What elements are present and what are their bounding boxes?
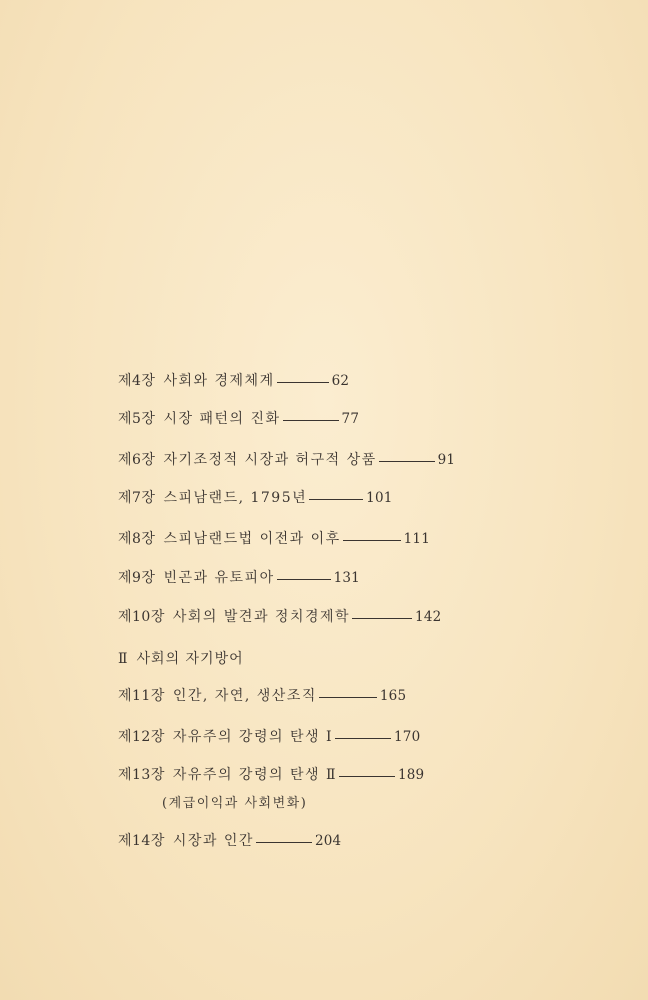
page-number: 111 — [403, 531, 431, 547]
page-number: 165 — [379, 688, 407, 704]
chapter-subtitle: (계급이익과 사회변화) — [162, 796, 308, 811]
chapter-title: 사회의 발견과 정치경제학 — [172, 609, 351, 625]
dot-leader — [352, 618, 412, 619]
page-number: 170 — [393, 729, 421, 745]
toc-entry-ch10 — [118, 608, 441, 626]
chapter-number: 제5장 — [118, 411, 156, 427]
toc-entry-ch12 — [118, 728, 420, 746]
chapter-number: 제6장 — [118, 452, 156, 468]
chapter-number: 제11장 — [118, 688, 165, 704]
page-number: 62 — [331, 373, 350, 389]
chapter-number: 제14장 — [118, 833, 165, 849]
dot-leader — [309, 499, 363, 500]
toc-entry-ch6 — [118, 451, 455, 469]
part-number: Ⅱ — [118, 651, 129, 667]
page-number: 204 — [314, 833, 342, 849]
page-number: 142 — [415, 609, 442, 625]
chapter-number: 제12장 — [118, 729, 165, 745]
chapter-number: 제8장 — [118, 531, 156, 547]
dot-leader — [319, 697, 377, 698]
toc-entry-ch7 — [118, 489, 393, 507]
chapter-title: 시장과 인간 — [172, 833, 254, 849]
page-number: 131 — [333, 570, 360, 586]
toc-entry-ch5 — [118, 410, 359, 428]
dot-leader — [379, 461, 435, 462]
dot-leader — [335, 738, 391, 739]
toc-entry-ch14 — [118, 832, 341, 850]
part-title: 사회의 자기방어 — [136, 651, 244, 667]
dot-leader — [339, 776, 395, 777]
chapter-number: 제13장 — [118, 767, 165, 783]
chapter-title: 자유주의 강령의 탄생 Ⅱ — [172, 767, 337, 783]
dot-leader — [283, 420, 339, 421]
page-number: 91 — [437, 452, 456, 468]
toc-entry-ch4 — [118, 372, 349, 390]
chapter-number: 제7장 — [118, 490, 156, 506]
chapter-title: 시장 패턴의 진화 — [163, 411, 281, 427]
chapter-title: 스피남랜드, 1795년 — [163, 490, 308, 506]
page-number: 101 — [366, 490, 393, 506]
chapter-title: 사회와 경제체계 — [163, 373, 275, 389]
dot-leader — [256, 842, 312, 843]
part-heading — [118, 648, 244, 668]
toc-entry-ch11 — [118, 687, 406, 705]
dot-leader — [277, 382, 329, 383]
toc-entry-ch8 — [118, 530, 430, 548]
toc-entry-ch13 — [118, 766, 424, 784]
toc-entry-ch9 — [118, 569, 360, 587]
chapter-title: 자유주의 강령의 탄생 Ⅰ — [172, 729, 333, 745]
dot-leader — [343, 540, 401, 541]
chapter-number: 제4장 — [118, 373, 156, 389]
chapter-title: 빈곤과 유토피아 — [163, 570, 275, 586]
chapter-title: 인간, 자연, 생산조직 — [172, 688, 317, 704]
page-number: 189 — [397, 767, 425, 783]
dot-leader — [277, 579, 331, 580]
chapter-title: 자기조정적 시장과 허구적 상품 — [163, 452, 377, 468]
page-number: 77 — [341, 411, 360, 427]
chapter-number: 제9장 — [118, 570, 156, 586]
chapter-title: 스피남랜드법 이전과 이후 — [163, 531, 341, 547]
chapter-number: 제10장 — [118, 609, 165, 625]
